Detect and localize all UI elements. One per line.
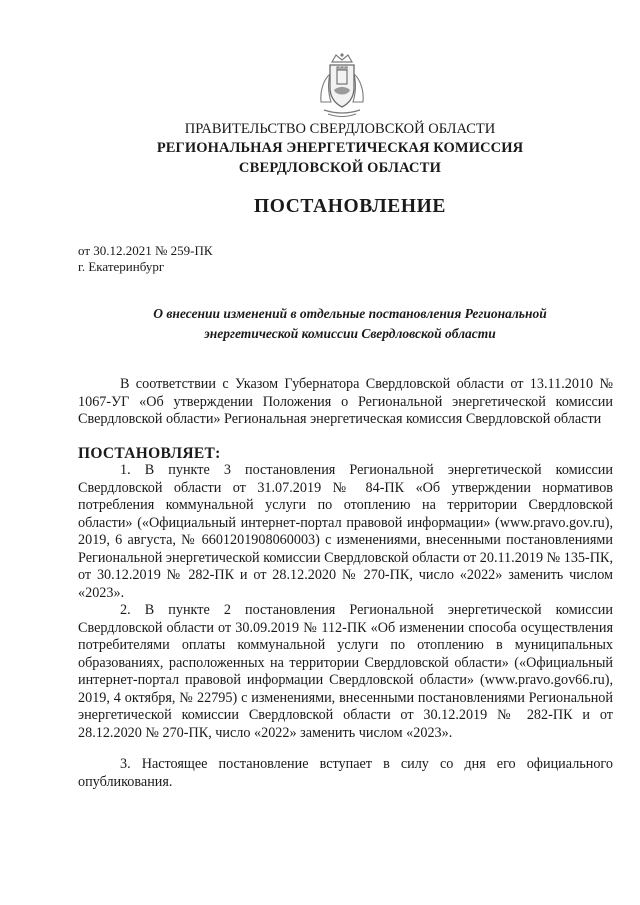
document-title: ПОСТАНОВЛЕНИЕ bbox=[253, 196, 447, 217]
org-line-2: РЕГИОНАЛЬНАЯ ЭНЕРГЕТИЧЕСКАЯ КОМИССИЯ bbox=[156, 140, 524, 156]
document-place: г. Екатеринбург bbox=[78, 259, 165, 274]
preamble-paragraph: В соответствии с Указом Губернатора Свердловской области от 13.11.2010 № 1067-УГ «Об утверждении Положения о Региональной энергетической комиссии Свердловской области» Региональная энергетическая комиссия Свердловской области bbox=[78, 376, 613, 427]
paragraph-1: 1. В пункте 3 постановления Региональной энергетической комиссии Свердловской области от 31.07.2019 № 84-ПК «Об утверждении нормативов потребления коммунальной услуги по отоплению на территории Свердловской области» («Официальный интернет-портал правовой информации» (www.pravo.gov.ru), 2019, 6 августа, № 6601201908060003) с изменениями, внесенными постановлениями Региональной энергетической комиссии Свердловской области от 20.11.2019 № 135-ПК, от 30.12.2019 № 282-ПК и от 28.12.2020 № 270-ПК, число «2022» заменить числом «2023». bbox=[78, 462, 613, 601]
paragraph-3: 3. Настоящее постановление вступает в силу со дня его официального опубликования. bbox=[78, 756, 613, 790]
org-line-1: ПРАВИТЕЛЬСТВО СВЕРДЛОВСКОЙ ОБЛАСТИ bbox=[184, 121, 496, 137]
document-date-number: от 30.12.2021 № 259-ПК bbox=[78, 243, 213, 258]
coat-of-arms-emblem bbox=[318, 52, 366, 120]
decree-heading: ПОСТАНОВЛЯЕТ: bbox=[78, 445, 221, 462]
document-subject: О внесении изменений в отдельные постановления Региональной энергетической комиссии Свердловской области bbox=[153, 306, 547, 341]
org-line-3: СВЕРДЛОВСКОЙ ОБЛАСТИ bbox=[238, 160, 442, 176]
paragraph-2: 2. В пункте 2 постановления Региональной энергетической комиссии Свердловской области от 30.09.2019 № 112-ПК «Об изменении способа осуществления потребителями оплаты коммунальной услуги по отоплению в муниципальных образованиях, расположенных на территории Свердловской области» («Официальный интернет-портал правовой информации Свердловской области» (www.pravo.gov66.ru), 2019, 4 октября, № 22795) с изменениями, внесенными постановлениями Региональной энергетической комиссии Свердловской области от 30.12.2019 № 282-ПК и от 28.12.2020 № 270-ПК, число «2022» заменить числом «2023». bbox=[78, 602, 613, 741]
